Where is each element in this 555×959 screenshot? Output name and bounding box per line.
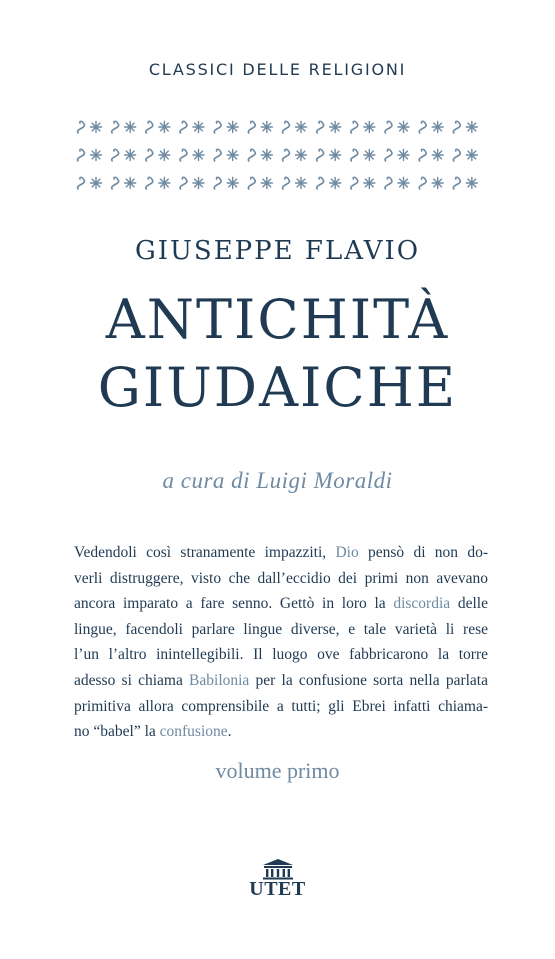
wave-ornament-mark <box>351 121 358 133</box>
volume-label: volume primo <box>215 758 340 783</box>
star-ornament-mark <box>398 122 409 133</box>
wave-ornament-mark <box>146 177 153 189</box>
star-ornament-mark <box>364 178 375 189</box>
blurb-text: verli distruggere, visto che dall’eccidio dei primi non avevano <box>74 569 488 587</box>
blurb-text: Vedendoli così stranamente impazziti, <box>74 544 336 561</box>
wave-ornament-mark <box>78 149 85 161</box>
star-ornament-mark <box>227 178 238 189</box>
star-ornament-mark <box>432 150 443 161</box>
book-title-line-1: ANTICHITÀ <box>105 288 450 351</box>
blurb-text: primitiva allora comprensibile a tutti; gli Ebrei infatti chiama- <box>74 697 488 715</box>
star-ornament-mark <box>364 150 375 161</box>
wave-ornament-mark <box>248 121 255 133</box>
star-ornament-mark <box>296 178 307 189</box>
blurb-line <box>74 668 488 694</box>
wave-ornament-mark <box>385 149 392 161</box>
wave-ornament-mark <box>112 121 119 133</box>
wave-ornament-mark <box>283 177 290 189</box>
star-ornament-mark <box>432 122 443 133</box>
blurb-line <box>74 566 488 592</box>
star-ornament-mark <box>159 150 170 161</box>
star-ornament-mark <box>398 150 409 161</box>
wave-ornament-mark <box>214 177 221 189</box>
star-ornament-mark <box>125 150 136 161</box>
wave-ornament-mark <box>146 149 153 161</box>
wave-ornament-mark <box>180 177 187 189</box>
wave-ornament-mark <box>112 177 119 189</box>
blurb-line <box>74 591 488 617</box>
blurb-quote <box>74 540 488 745</box>
star-ornament-mark <box>125 178 136 189</box>
star-ornament-mark <box>193 122 204 133</box>
blurb-text: no “babel” la <box>74 723 160 741</box>
blurb-line <box>74 694 488 720</box>
star-ornament-mark <box>261 150 272 161</box>
star-ornament-mark <box>159 178 170 189</box>
star-ornament-mark <box>296 122 307 133</box>
highlighted-word: discordia <box>393 595 451 613</box>
wave-ornament-mark <box>283 149 290 161</box>
blurb-text: adesso si chiama <box>74 671 190 689</box>
wave-ornament-mark <box>453 121 460 133</box>
star-ornament-mark <box>261 122 272 133</box>
blurb-text: l’un l’altro inintellegibili. Il luogo ove fabbricarono la torre <box>74 646 488 664</box>
star-ornament-mark <box>193 178 204 189</box>
star-ornament-mark <box>159 122 170 133</box>
wave-ornament-mark <box>283 121 290 133</box>
blurb-text: per la confusione sorta nella parlata <box>249 671 488 689</box>
blurb-text: . <box>227 723 232 741</box>
wave-star-ornament-icon <box>74 113 484 197</box>
wave-ornament-mark <box>385 177 392 189</box>
wave-ornament-mark <box>214 149 221 161</box>
highlighted-word: confusione <box>159 723 228 741</box>
book-title-line-2: GIUDAICHE <box>97 356 458 419</box>
star-ornament-mark <box>91 122 102 133</box>
wave-ornament-mark <box>248 177 255 189</box>
blurb-line <box>74 642 488 668</box>
star-ornament-mark <box>364 122 375 133</box>
wave-ornament-mark <box>419 121 426 133</box>
star-ornament-mark <box>125 122 136 133</box>
blurb-text: lingue, facendoli parlare lingue diverse, e tale varietà li rese <box>74 620 488 638</box>
star-ornament-mark <box>227 150 238 161</box>
wave-ornament-mark <box>351 149 358 161</box>
wave-ornament-mark <box>317 177 324 189</box>
star-ornament-mark <box>330 150 341 161</box>
wave-ornament-mark <box>419 149 426 161</box>
wave-ornament-mark <box>385 121 392 133</box>
building-logo-icon <box>262 858 294 880</box>
wave-ornament-mark <box>453 149 460 161</box>
blurb-text: delle <box>450 595 488 613</box>
wave-ornament-mark <box>317 121 324 133</box>
star-ornament-mark <box>466 150 477 161</box>
wave-ornament-mark <box>351 177 358 189</box>
wave-ornament-mark <box>214 121 221 133</box>
wave-ornament-mark <box>248 149 255 161</box>
wave-ornament-mark <box>146 121 153 133</box>
blurb-line <box>74 540 488 566</box>
blurb-text: pensò di non do- <box>358 544 488 561</box>
wave-ornament-mark <box>453 177 460 189</box>
highlighted-word: Babilonia <box>189 671 250 689</box>
wave-ornament-mark <box>78 121 85 133</box>
star-ornament-mark <box>432 178 443 189</box>
wave-ornament-mark <box>78 177 85 189</box>
wave-ornament-mark <box>112 149 119 161</box>
highlighted-word: Dio <box>335 544 359 561</box>
star-ornament-mark <box>91 178 102 189</box>
star-ornament-mark <box>466 122 477 133</box>
author-name: GIUSEPPE FLAVIO <box>134 236 421 266</box>
star-ornament-mark <box>398 178 409 189</box>
editor-credit: a cura di Luigi Moraldi <box>162 468 393 493</box>
star-ornament-mark <box>91 150 102 161</box>
blurb-line <box>74 617 488 643</box>
star-ornament-mark <box>227 122 238 133</box>
wave-ornament-mark <box>180 149 187 161</box>
blurb-line <box>74 719 488 745</box>
star-ornament-mark <box>330 122 341 133</box>
blurb-text: ancora imparato a fare senno. Gettò in loro la <box>74 595 394 613</box>
star-ornament-mark <box>193 150 204 161</box>
star-ornament-mark <box>296 150 307 161</box>
wave-ornament-mark <box>419 177 426 189</box>
publisher-name: UTET <box>249 878 306 900</box>
wave-ornament-mark <box>180 121 187 133</box>
star-ornament-mark <box>261 178 272 189</box>
wave-ornament-mark <box>317 149 324 161</box>
star-ornament-mark <box>330 178 341 189</box>
star-ornament-mark <box>466 178 477 189</box>
series-title: CLASSICI DELLE RELIGIONI <box>148 60 407 79</box>
